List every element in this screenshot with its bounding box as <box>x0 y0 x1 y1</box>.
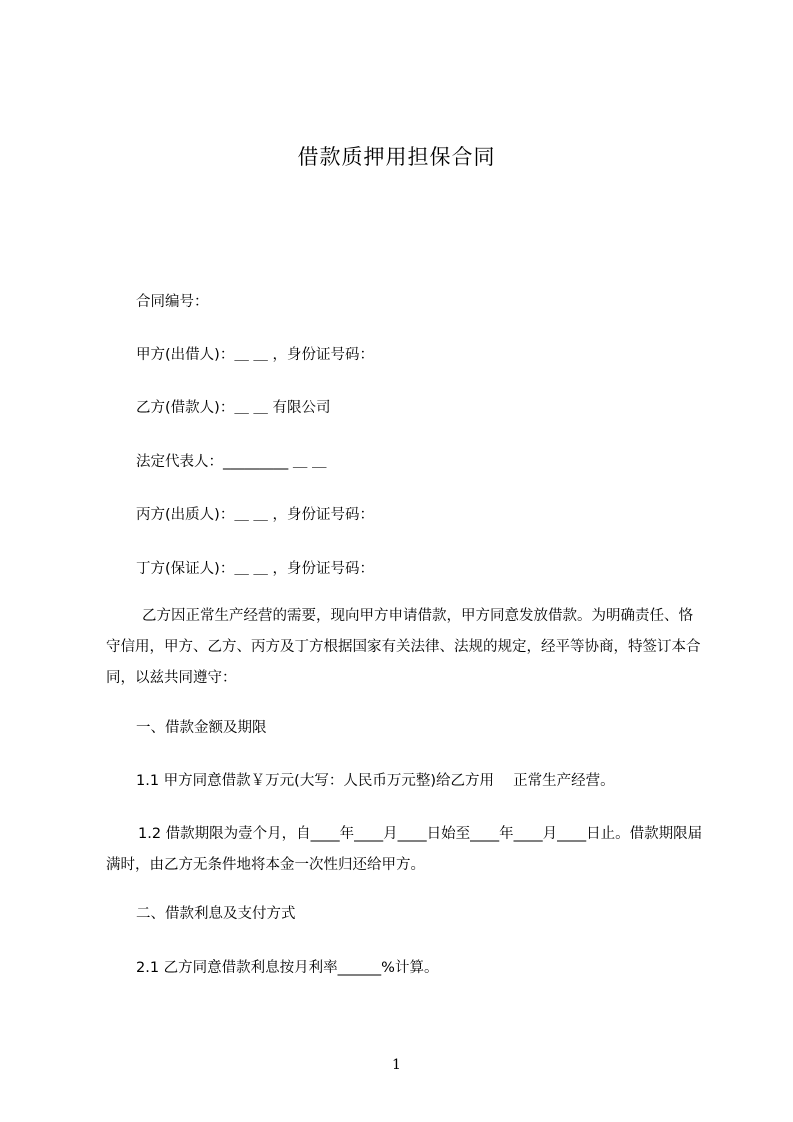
clause-1-1: 1.1 甲方同意借款￥万元(大写：人民币万元整)给乙方用 正常生产经营。 <box>136 773 615 789</box>
party-d-line: 丁方(保证人)：＿ ＿ ，身份证号码： <box>136 561 375 577</box>
page-number: 1 <box>392 1057 401 1073</box>
party-c-line: 丙方(出质人)：＿ ＿ ，身份证号码： <box>136 507 375 523</box>
section-2-heading: 二、借款利息及支付方式 <box>136 906 296 922</box>
party-b-line: 乙方(借款人)：＿ ＿ 有限公司 <box>136 400 331 416</box>
clause-2-1: 2.1 乙方同意借款利息按月利率______%计算。 <box>136 960 439 976</box>
clause-1-2: 1.2 借款期限为壹个月，自____年____月____日始至____年____月____日止。借款期限届满时，由乙方无条件地将本金一次性归还给甲方。 <box>106 826 703 873</box>
document-title: 借款质押用担保合同 <box>297 145 496 169</box>
contract-number-label: 合同编号： <box>136 294 209 310</box>
party-a-line: 甲方(出借人)：＿ ＿ ，身份证号码： <box>136 347 375 363</box>
section-1-heading: 一、借款金额及期限 <box>136 720 267 736</box>
preamble-paragraph: 乙方因正常生产经营的需要，现向甲方申请借款，甲方同意发放借款。为明确责任、恪守信用，甲方、乙方、丙方及丁方根据国家有关法律、法规的规定，经平等协商，特签订本合同，以兹共同遵守： <box>106 608 701 686</box>
legal-representative-line: 法定代表人：_________ ＿ ＿ <box>136 454 327 470</box>
